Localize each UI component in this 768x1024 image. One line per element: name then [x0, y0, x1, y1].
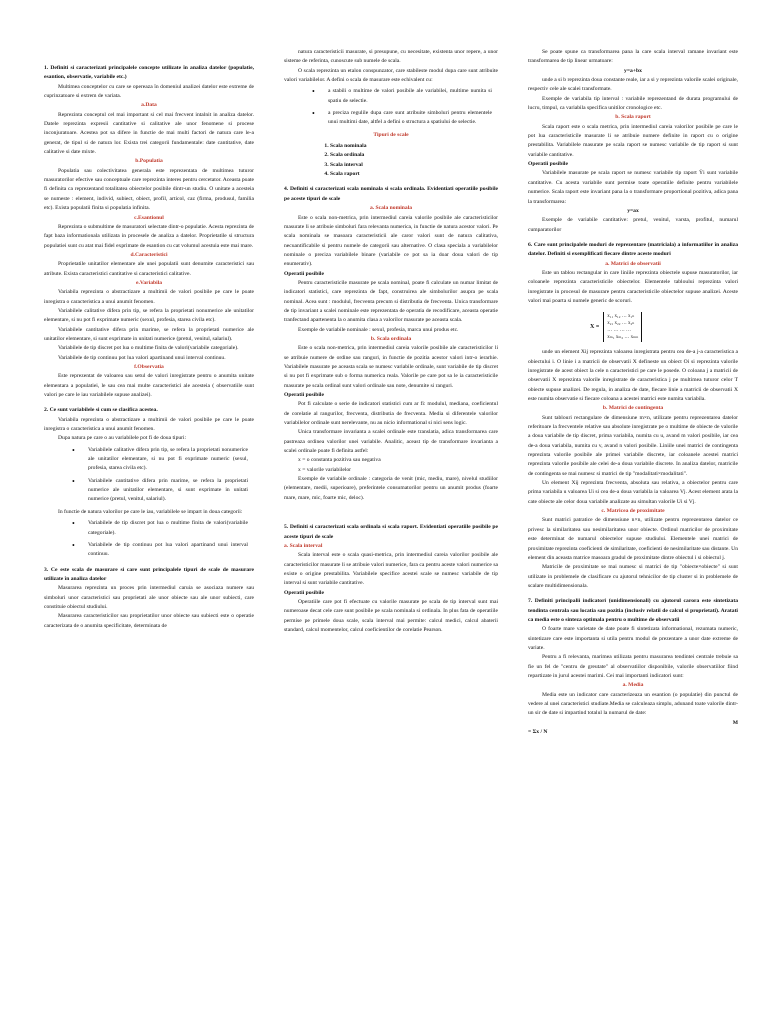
subsection-heading: a. Media: [622, 682, 644, 689]
paragraph: Variabilele masurate pe scala raport se numesc variabile tip raport Ÿi sunt variabile cantitative. Cu acesta variabile sunt permise toate operatiile definite pentru variabilele numerice. Scala raport este invariant pana la o transformare proportional pozitiva, adica pana la transformarea:: [528, 170, 738, 205]
paragraph: Masurarea caracteristicilor sau proprietatilor unor obiecte sau subiecti este o operatie caracterizata de o anumita specificitate, determinata de: [44, 613, 254, 629]
paragraph: Pentru caracteristicile masurate pe scala nominal, poate fi calculate un numar limitat de indicatori statistici, care reprezinta de fapt, construirea ale simbolurilor asupra pe scala nominal. Acea sunt : modulul, frecventa precum si distributia de frecventa. Unica transformare de tip invariant a scalei nominale este reprezentata de operatia de recodificare, aceasta operatie tranfectand apartenenta la o anumita clasa a valorilor masurate pe aceasta scala.: [284, 279, 498, 324]
bold-label: Operatii posibile: [284, 270, 324, 277]
paragraph: Variabila reprezinta o abstractizare a multimii de valori posibile pe care le poate inregistra o caracteristica a unui anumit fenomen.: [44, 289, 254, 305]
paragraph: Dupa natura pe care o au variabilele pot fi de doua tipuri:: [58, 435, 187, 442]
section-heading: 1. Definiti si caracterizati principalele concepte utilizate în analiza datelor (populatie, esantion, observatie, variabile etc.): [44, 65, 254, 81]
paragraph: In functie de natura valorilor pe care le iau, variabilele se impart in doua categorii:: [58, 508, 243, 515]
matrix-symbol: X =: [590, 323, 600, 330]
bullet-item: • Variabilele calitative difera prin tip, se refera la proprietati nonumerice ale unitatilor elementare, si nu pot fi exprimate numeric (sexul, profesia, starea civila etc).: [44, 446, 254, 474]
paragraph: Operatiile care pot fi efectuate cu valorile masurate pe scala de tip interval sunt mai numeroase decat cele care sunt posibile pe scala nominala si ordinala. In plus fata de operatiile permise pe primele doua scale, scala interval mai permite: calcul medici, calcul abaterii standard, calcul momentelor, calcul coeficientilor de corelatie Pearson.: [284, 598, 498, 633]
paragraph: Proprietatile unitatilor elementare ale unei populatii sunt denumite caracteristici sau atribute. Exista caracteristici cantitative si caracteristici calitative.: [44, 261, 254, 277]
paragraph: Un element Xij reprezinta frecventa, absoluta sau relativa, a obiectelor pentru care prima variabila u valoarea Ui si cea de-a doua variabila ia valoarea Vj. Acest element arata la cate obiecte ale celor doua variabile analizate au simultan valorile Ui si Vj.: [528, 480, 738, 505]
paragraph: O scala reprezinta un etalon conspunzator, care stabileste modul dupa care sunt atribuite valori variabilelor. A defini o scala de masurare este echivalent cu:: [284, 67, 498, 84]
paragraph: O foarte mare varietate de date poate fi sintetizata informational, rezumata numeric, sintetizare care este importanta si utila pentru modul de prezentare a unor date extreme de variate.: [528, 626, 738, 651]
paragraph: Variabilele cantitative difera prin marime, se refera la proprietati numerice ale unitatilor elementare, si sunt exprimate in unitati numerice (pretul, venitul, salariul).: [44, 326, 254, 342]
section-heading: 3. Ce este scala de masurare si care sunt principalele tipuri de scale de masurare utilizate în analiza datelor: [44, 566, 254, 582]
paragraph: Pot fi calculate o serie de indicatori statistici cum ar fi: modulul, mediana, coeficientul de corelatie al rangurilor, frecventa, distributia de frecventa. Media si diferentele valorilor variabilelor ordinale sunt nerelevante, nu au nicio informational si nici sens logic.: [284, 401, 498, 427]
bullet-list: [44, 519, 254, 559]
paragraph: unde a si b reprezinta doua constante reale, iar a si y reprezinta valorile scalei originale, respectiv cele ale scalei transformate.: [528, 77, 738, 93]
subsection-heading: Tipuri de scale: [373, 131, 409, 138]
scale-types-list: [284, 142, 498, 179]
paragraph: x = valorile variabilelor: [298, 466, 352, 473]
paragraph: Se poate spune ca transformarea pana la care scala interval ramane invariant este transformarea de tip linear urmatoare:: [528, 49, 738, 65]
subsection-heading: b. Scala raport: [615, 114, 651, 121]
matrix-row: xₘ₁ xₘ₂ … xₘₙ: [607, 335, 639, 341]
bullet-item: • a preciza regulile dupa care sunt atribuite simboluri pentru elementele unui multimi date, altfel a defini o structura a spatiului de selectie.: [284, 109, 498, 128]
paragraph: Reprezinta conceptul cel mai important si cel mai frecvent intalnit in analiza datelor. Datele reprezinta expresii cantitative si calitative ale unor fenomene si procese inconjuratoare. Acestea pot sa difere in functie de mai multi factori de natura care le-a generat, de tipul si de natura lor. Exista trei categorii fundamentale: date cantitative, date calitative si date mixte.: [44, 111, 254, 156]
paragraph: Este o scala non-metrica, prin intermediul careia valorile posibile ale caracteristicilor masurate li se atribuie simboluri fara relevanta numerica, in functie de natura acestor valori. Pe scala nominala se masoara caracteristicii ale caror valori sunt de natura calitativa, necuantificabile si pentru numele de categorii sau alternative. O clasa speciala a variabilelor nominale o preciza variabilele binare (variabile ce pot sa ia doar doua valori de tip enumerativ).: [284, 214, 498, 268]
bold-label: Operatii posibile: [284, 589, 324, 596]
matrix-row: x₂₁ x₂₂ … x₂ₙ: [607, 321, 635, 327]
bullet-list: [44, 446, 254, 505]
subsection-heading: a. Matrici de observatii: [605, 260, 661, 267]
subsection-heading: a. Scala interval: [284, 542, 323, 549]
scale-type-item: 3. Scala interval: [330, 161, 498, 170]
paragraph: Scala interval este o scala quasi-metrica, prin intermediul careia valorilor posibile ale caracteristicilor masurate li se atribuie valori numerice, fara ca pentru aceste valori numerice sa existe o origine prestabilita. Variabilele specifice acestei scale se numesc variabile de tip interval si sunt variabile cantitative.: [284, 552, 498, 587]
subsection-heading: a.Data: [141, 102, 157, 109]
paragraph: Variabilele de tip continuu pot lua valori apartinand unui interval continuu.: [58, 354, 226, 361]
subsection-heading: b. Matrici de contingenta: [602, 405, 664, 412]
subsection-heading: a. Scala nominala: [369, 205, 413, 212]
bullet-item: • Variabilele de tip discret pot lua o multime finita de valori(variabile categoriale).: [44, 519, 254, 538]
paragraph: Exemple de variabile nominale : sexul, profesia, marca unui produs etc.: [298, 326, 459, 333]
bold-label: Operatii posibile: [284, 392, 324, 399]
bullet-item: • a stabili o multime de valori posibile ale variabilei, multime numita si spatiu de selectie.: [284, 87, 498, 106]
matrix-row: … … … …: [607, 328, 632, 334]
matrix-row: x₁₁ x₁₂ … x₁ₙ: [607, 314, 635, 320]
subsection-heading: b.Populatia: [135, 158, 163, 165]
subsection-heading: c. Matricea de proximitate: [601, 508, 665, 515]
subsection-heading: c.Esantionul: [134, 214, 164, 221]
subsection-heading: b. Scala ordinala: [370, 335, 412, 342]
paragraph: Sunt tablouri rectangulare de dimensiune m×n, utilizate pentru reprezentarea datelor referitoare la frecventele relative sau absolute inregistrate pe o multime de obiecte de valorile a doua variabile de tip discret, prima variabila, numita cu u, avand m valori posibile, iar cea de-a doua variabila, numita cu v, avand n valori posibile. Liniile unei matrici de contingenta reprezinta valorile posibile ale primei variabile discrete, iar coloanele acestei matrici reprezinta valorile posibile ale celei de-a doua variabile discrete. In analiza datelor, matricile de contingenta se mai numesc si matrici de tip "modalitati×modalitati".: [528, 414, 738, 477]
column-left: [44, 58, 254, 631]
column-right: [528, 48, 738, 737]
scale-type-item: 4. Scala raport: [330, 170, 498, 179]
section-heading: 2. Ce sunt variabilele si cum se clasifica acestea.: [44, 407, 158, 414]
paragraph: Variabilele calitative difera prin tip, se refera la proprietati nonumerice ale unitatilor elementare, si nu pot fi exprimate numeric (sexul, profesia, starea civila etc).: [44, 307, 254, 324]
formula: y=ax: [627, 207, 639, 214]
paragraph: Exemple de variabile ordinale : categoria de venit (mic, mediu, mare), nivelul studiilor (elementare, medii, superioare), preferintele consumatorilor pentru un anumit produs (foarte mare, mare, mic, foarte mic, deloc).: [284, 476, 498, 501]
scale-type-item: 2. Scala ordinala: [330, 151, 498, 160]
paragraph: Este un tablou rectangular in care liniile reprezinta obiectele supuse masuratorilor, iar coloanele reprezinta caracteristicile obiectelor. Elementele tabloului reprezinta valori inregistrate in procesul de masurare pentru caracteristicile obiectelor supuse analizei. Aceste valori mai poarta si numele generic de scoruri.: [528, 269, 738, 304]
spacer: [284, 503, 498, 517]
subsection-heading: f.Observatia: [134, 364, 164, 370]
paragraph: Multimea conceptelor cu care se opereaza în domeniul analizei datelor este extreme de cuprinzatoare si extrem de variata.: [44, 83, 254, 100]
paragraph: x = o constanta pozitiva sau negativa: [298, 457, 381, 464]
paragraph: Populatia sau colectivitatea generala este reprezentata de multimea tuturor masuratorilor efective sau conceptuale care reprezinta interes pentru cercetator. Aceasta poate fi definita ca reprezentand totalitatea obiectelor posibile dintr-un studiu. O unitate a acesteia se numeste : element, individ, subiect, obiect, profil, articol, caz (firma, produsul, familia etc). Exista populatii finita si populatia infinita.: [44, 167, 254, 212]
paragraph: Exemple de variabila tip interval : variabile reprezentand de durata programului de lucru, timpul, ca variabila specifica unitilor cronologice etc.: [528, 95, 738, 112]
formula-label: M: [732, 719, 738, 726]
paragraph: Media este un indicator care caracterizeaza un esantion (o populatie) din punctul de vedere al unei caracteristici studiate.Media se calculeaza simplu, adunand toate valorile dintr-un sir de date si impartind totalul la numarul de date:: [528, 691, 738, 717]
section-heading: 7. Definiti principalii indicatori (unidimensionali) cu ajutorul carora este sintetizata tendinta centrala sau locatia sau pozitia (inclusiv relatii de calcul si proprietati). Aratati ca media este o sinteza optimala pentru o multime de observatii: [528, 598, 738, 623]
section-heading: 4. Definiti si caracterizati scala nominala si scala ordinala. Evidentiati operatiile posibile pe aceste tipuri de scale: [284, 186, 498, 202]
column-middle: [284, 48, 498, 635]
bullet-item: • Variabilele cantitative difera prin marime, se refera la proprietati numerice ale unitatilor elementare, si sunt exprimate in unitati numerice (pretul, venitul, salariul).: [44, 477, 254, 505]
paragraph: Unica transformare invarianta a scalei ordinale este translatia, adica transformarea care pastreaza ordinea valorilor unei variabile. Analitic, aceast tip de transformare invarianta a scalei ordinale poate fi definita astfel:: [284, 429, 498, 455]
paragraph: Variabila reprezinta o abstractizare a multimii de valori posibile pe care le poate inregistra o caracteristica a unui anumit fenomen.: [44, 416, 254, 433]
paragraph: unde un element Xij reprezinta valoarea inregistrata pentru cea de-a j-a caracteristica a obiectului i. O linie i a matricii de observatii X defineste un obiect Oi si reprezinta valorile inregistrate de acest obiect la cele n caracteristici pe care le posede. O coloana j a matricii de observatii X reprezinta valorile inregistrate de caracteristica j pe multimea tuturor celor T obiecte supuse analizei. De regula, in analiza de date, fiecare linie a matricii de observatii X este numita observatie si fiecare coloana a acestei matrici este numita variabila.: [528, 349, 738, 402]
paragraph: Este o scala non-metrica, prin intermediul careia valorile posibile ale caracteristicilor li se atribuie numere de ordine sau ranguri, in functie de pozitia acestor valori intr-o ierarhie. Variabilele masurate pe aceasta scala se numesc variabile ordinale, sunt variabile de tip discret si nu pot fi exprimate sub o forma numerica reala. Valorile pe care pot sa le ia caracteristicile masurate pe scala ordinal sunt valori ordinale sau note, denumite si ranguri.: [284, 345, 498, 389]
section-heading: 6. Care sunt principalele moduri de reprezentare (matriciala) a informatiilor în analiza datelor. Definiti si exemplificati fiecare dintre aceste moduri: [528, 241, 738, 258]
paragraph: Sunt matrici patratice de dimensiune n×n, utilizate pentru reprezentarea datelor ce privesc la similaritatea sau nesimilaritatea unor obiecte. Ordinul matricilor de proximitate este determinat de numarul obiectelor supuse studiului. Elementele unei matrici de proximitate reprezinta coeficienti de similaritate, coeficienti de nesimilaritate sau distante. Un element din aceasta matrice masoara gradul de proximitate dintre obiectul i si obiectul j.: [528, 517, 738, 561]
paragraph: Scala raport este o scala metrica, prin intermediul careia valorilor posibile pe care le pot lua caracteristicile masurate li se atribuie numere definite in raport cu o origine prestabilita. Variabilele masurate pe scala raport se numesc variabile de tip raport si sunt variabile cantitative.: [528, 123, 738, 158]
paragraph: Matricile de proximitate se mai numesc si matrici de tip "obiecte×obiecte" si sunt utilizate in problemele de clasificare cu ajutorul tehnicilor de tip cluster si in problemele de scalare multidimensionala.: [528, 564, 738, 589]
paragraph: Exemple de variabile cantitative: pretul, venitul, varsta, profitul, numarul cumparatorilor: [528, 217, 738, 233]
subsection-heading: e.Variabila: [135, 279, 163, 286]
bullet-list: [284, 87, 498, 127]
bullet-item: • Variabilele de tip continuu pot lua valori apartinand unui interval continuu.: [44, 541, 254, 560]
paragraph: Variabilele de tip discret pot lua o multime finita de valori(variabile categoriale).: [58, 345, 239, 352]
paragraph: Este reprezentat de valoarea sau setul de valori inregistrate pentru o anumita unitate elementara a populatiei, le sau cea mai multe caracteristici ale acesteia ( observatiile sunt valori pe care le iau variabilele supuse analizei).: [44, 373, 254, 399]
paragraph: Masurarea reprezinta un proces prin intermediul caruia se asociaza numere sau simboluri unor caracteristici sau proprietati ale unor obiecte sau ale unor subiecti, care constituie obiectul studiului.: [44, 585, 254, 610]
paragraph: natura caracteristicii masurate, si presupune, cu necesitate, existenta unor repere, a unor sisteme de referinta, cunoscute sub numele de scala.: [284, 49, 498, 65]
observation-matrix-formula: [590, 312, 738, 342]
section-heading: 5. Definiti si caracterizati scala ordinala si scala raport. Evidentiati operatiile posibile pe aceste tipuri de scale: [284, 524, 498, 540]
subsection-heading: d.Caracteristici: [130, 251, 168, 258]
scale-type-item: 1. Scala nominala: [330, 142, 498, 151]
paragraph: Pentru a fi relevanta, marimea utilizata pentru masurarea tendintei centrale trebuie sa fie un fel de "centru de greutate" al observatiilor disponibile, valorile observatiilor fiind repartizate in jurul acestei marimi. Cei mai importanti indicatori sunt:: [528, 654, 738, 679]
bold-label: Operatii posibile: [528, 161, 568, 168]
formula: y=a+bx: [624, 67, 642, 74]
paragraph: Reprezinta o submultime de masuratori selectate dintr-o populatie. Acesta reprezinta de fapt baza informationala utilizata in procesele de analiza a datelor. Proprietatile si structura populatiei sunt cu atat mai fidel exprimate de esantion cu cat volumul acestuia este mai mare.: [44, 223, 254, 249]
bold-label: = Σx / N: [528, 729, 548, 736]
